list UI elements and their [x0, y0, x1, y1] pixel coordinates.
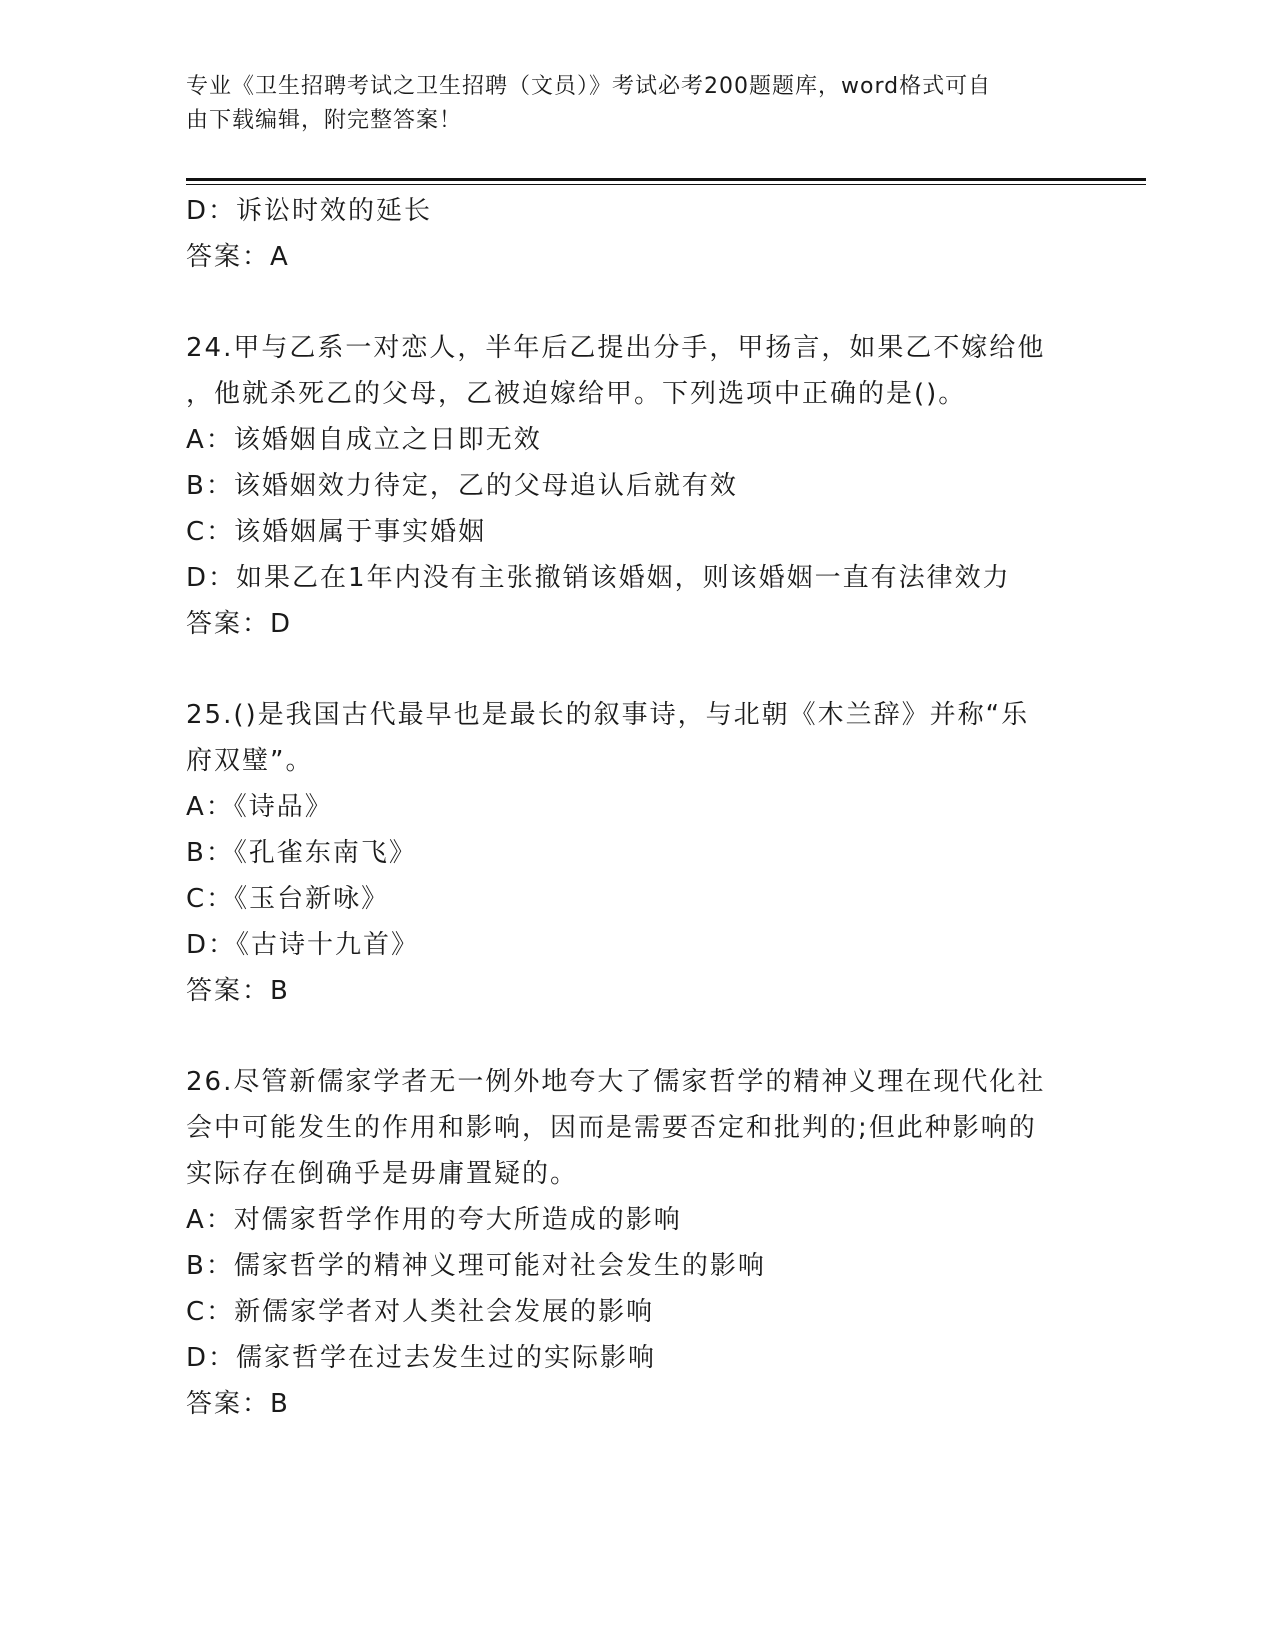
question-25: [186, 692, 1086, 1014]
option-d: D：《古诗十九首》: [186, 930, 420, 960]
question-stem-line: 24.甲与乙系一对恋人，半年后乙提出分手，甲扬言，如果乙不嫁给他: [186, 333, 1046, 363]
option-d: D：诉讼时效的延长: [186, 196, 433, 226]
option-c: C：《玉台新咏》: [186, 884, 390, 914]
previous-question-fragment: [186, 188, 1086, 280]
question-stem-line: 实际存在倒确乎是毋庸置疑的。: [186, 1159, 579, 1189]
question-spacer: [186, 280, 1086, 325]
question-stem-line: 会中可能发生的作用和影响，因而是需要否定和批判的;但此种影响的: [186, 1113, 1037, 1143]
option-d: D：如果乙在1年内没有主张撤销该婚姻，则该婚姻一直有法律效力: [186, 563, 1011, 593]
document-body: [186, 188, 1086, 1427]
answer-line: 答案：A: [186, 242, 290, 272]
question-spacer: [186, 647, 1086, 692]
header-line-1: 专业《卫生招聘考试之卫生招聘（文员）》考试必考200题题库，word格式可自: [186, 74, 992, 99]
answer-line: 答案：B: [186, 976, 290, 1006]
answer-line: 答案：D: [186, 609, 293, 639]
document-header: [186, 70, 1086, 138]
option-c: C：该婚姻属于事实婚姻: [186, 517, 487, 547]
header-divider-thin: [186, 184, 1146, 185]
option-b: B：该婚姻效力待定，乙的父母追认后就有效: [186, 471, 738, 501]
question-spacer: [186, 1014, 1086, 1059]
option-b: B：儒家哲学的精神义理可能对社会发生的影响: [186, 1251, 766, 1281]
header-divider-thick: [186, 178, 1146, 181]
header-line-2: 由下载编辑，附完整答案！: [186, 108, 463, 133]
question-stem-line: 26.尽管新儒家学者无一例外地夸大了儒家哲学的精神义理在现代化社: [186, 1067, 1046, 1097]
option-c: C：新儒家学者对人类社会发展的影响: [186, 1297, 655, 1327]
question-stem-line: ，他就杀死乙的父母，乙被迫嫁给甲。下列选项中正确的是()。: [186, 379, 967, 409]
option-d: D：儒家哲学在过去发生过的实际影响: [186, 1343, 657, 1373]
option-a: A：《诗品》: [186, 792, 333, 822]
answer-line: 答案：B: [186, 1389, 290, 1419]
option-b: B：《孔雀东南飞》: [186, 838, 417, 868]
question-26: [186, 1059, 1086, 1427]
option-a: A：对儒家哲学作用的夸大所造成的影响: [186, 1205, 682, 1235]
option-a: A：该婚姻自成立之日即无效: [186, 425, 542, 455]
question-stem-line: 府双璧”。: [186, 746, 314, 776]
question-24: [186, 325, 1086, 647]
question-stem-line: 25.()是我国古代最早也是最长的叙事诗，与北朝《木兰辞》并称“乐: [186, 700, 1030, 730]
